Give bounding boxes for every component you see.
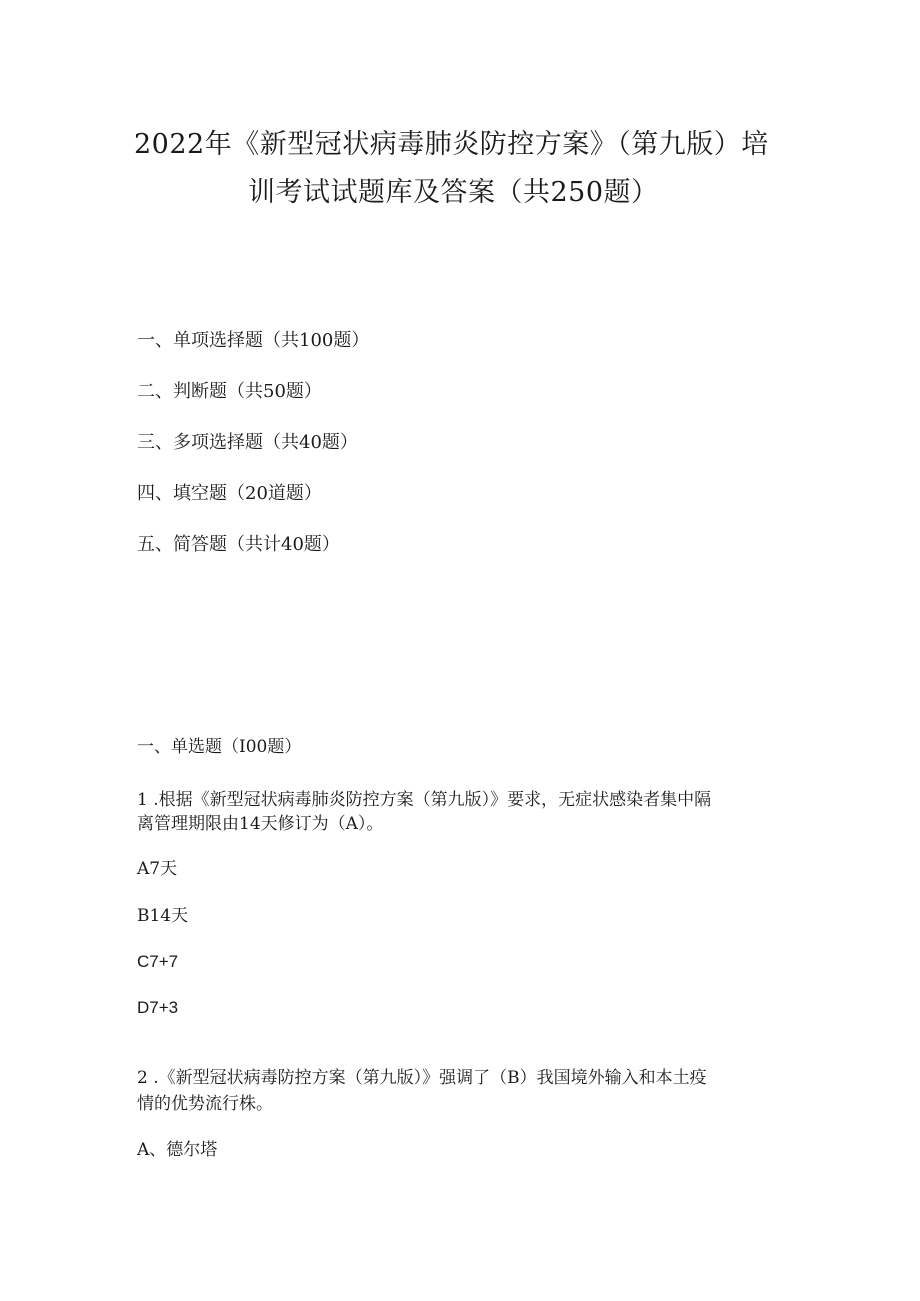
- question-1-line-1: 1 .根据《新型冠状病毒肺炎防控方案（第九版）》要求，无症状感染者集中隔: [137, 790, 712, 810]
- document-title-line-1: 2022年《新型冠状病毒肺炎防控方案》（第九版）培: [134, 129, 769, 160]
- document-title-line-2: 训考试试题库及答案（共250题）: [248, 177, 659, 208]
- question-1-option-a: A7天: [137, 859, 178, 879]
- question-1-option-d: D7+3: [137, 998, 179, 1017]
- section-heading: 一、单选题（I00题）: [137, 737, 302, 757]
- question-2-line-2: 情的优势流行株。: [137, 1094, 273, 1114]
- question-1-option-b: B14天: [137, 906, 189, 926]
- toc-item-short-answer: 五、简答题（共计40题）: [137, 534, 340, 555]
- toc-item-multiple-choice: 三、多项选择题（共40题）: [137, 432, 358, 453]
- question-1-line-2: 离管理期限由14天修订为（A）。: [137, 814, 384, 834]
- question-1-option-c: C7+7: [137, 952, 179, 971]
- question-2-line-1: 2 .《新型冠状病毒防控方案（第九版）》强调了（B）我国境外输入和本土疫: [137, 1068, 707, 1088]
- question-2-option-a: A、德尔塔: [137, 1140, 218, 1160]
- toc-item-true-false: 二、判断题（共50题）: [137, 381, 322, 402]
- toc-item-fill-blank: 四、填空题（20道题）: [137, 483, 322, 504]
- toc-item-single-choice: 一、单项选择题（共100题）: [137, 330, 370, 351]
